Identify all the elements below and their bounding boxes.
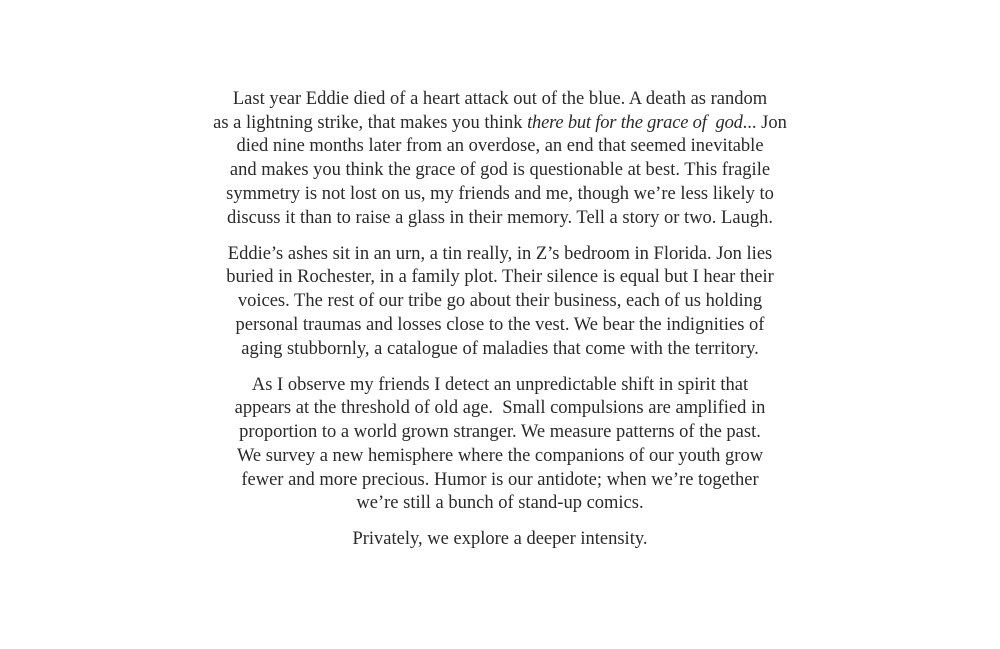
text-line: As I observe my friends I detect an unpredictable shift in spirit that <box>251 374 749 395</box>
text-line: aging stubbornly, a catalogue of maladies that come with the territory. <box>241 338 759 359</box>
paragraph-3 <box>0 374 1000 516</box>
paragraph-1 <box>0 88 1000 230</box>
text-line: fewer and more precious. Humor is our antidote; when we’re together <box>241 469 759 490</box>
text-line: symmetry is not lost on us, my friends and me, though we’re less likely to <box>226 183 774 204</box>
italic-phrase: there but for the grace of god <box>527 112 743 133</box>
text-line: Eddie’s ashes sit in an urn, a tin really, in Z’s bedroom in Florida. Jon lies <box>227 243 773 264</box>
paragraph-4 <box>0 528 1000 552</box>
text-line: Privately, we explore a deeper intensity. <box>352 529 648 550</box>
text-line: voices. The rest of our tribe go about their business, each of us holding <box>237 291 763 312</box>
text-line-with-italic <box>0 112 1000 136</box>
text-line: we’re still a bunch of stand-up comics. <box>356 493 644 514</box>
text-line: We survey a new hemisphere where the companions of our youth grow <box>236 445 764 466</box>
text-line: appears at the threshold of old age. Small compulsions are amplified in <box>234 398 766 419</box>
text-span: as a lightning strike, that makes you think <box>213 112 528 133</box>
text-line: Last year Eddie died of a heart attack out of the blue. A death as random <box>232 89 768 109</box>
paragraph-2 <box>0 243 1000 362</box>
text-line: proportion to a world grown stranger. We measure patterns of the past. <box>239 422 761 443</box>
text-line: buried in Rochester, in a family plot. Their silence is equal but I hear their <box>226 267 774 288</box>
text-span: ... Jon <box>742 112 787 133</box>
text-line: died nine months later from an overdose, an end that seemed inevitable <box>236 136 764 157</box>
text-line: personal traumas and losses close to the vest. We bear the indignities of <box>235 314 765 335</box>
document-body <box>0 88 1000 565</box>
text-line: and makes you think the grace of god is questionable at best. This fragile <box>229 160 771 181</box>
text-line: discuss it than to raise a glass in their memory. Tell a story or two. Laugh. <box>227 207 773 228</box>
